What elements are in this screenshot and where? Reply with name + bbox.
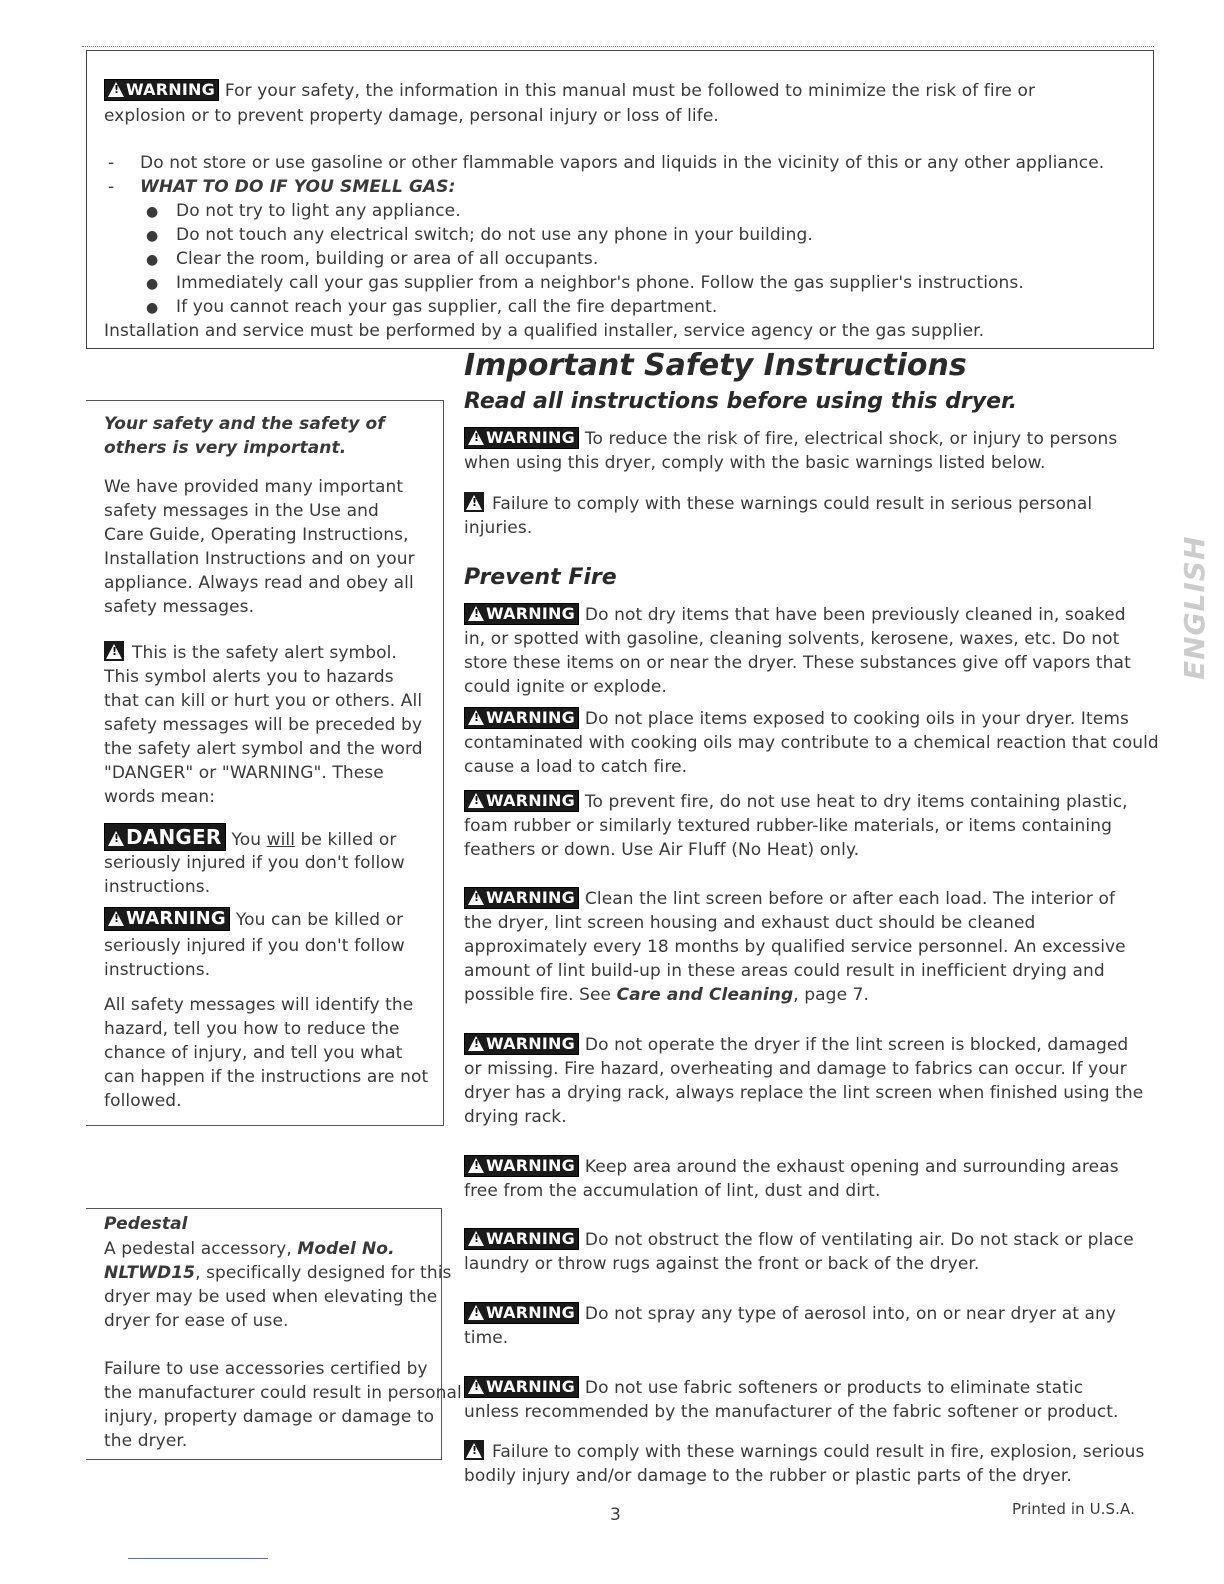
- safety-para: safety messages will be preceded by: [104, 715, 423, 735]
- pedestal-line: dryer may be used when elevating the: [104, 1287, 438, 1307]
- danger-line: !DANGER You will be killed or: [104, 823, 397, 852]
- safety-alert-symbol-icon: [464, 492, 484, 512]
- warning-badge: !WARNING: [464, 427, 579, 449]
- warning-paragraph-line: approximately every 18 months by qualified service personnel. An excessive: [464, 937, 1126, 957]
- warning-paragraph-line: contaminated with cooking oils may contribute to a chemical reaction that could: [464, 733, 1159, 753]
- danger-badge: !DANGER: [104, 823, 226, 851]
- warning-badge: !WARNING: [464, 707, 579, 729]
- safety-para: seriously injured if you don't follow: [104, 853, 405, 873]
- pedestal-line: A pedestal accessory, Model No.: [104, 1239, 395, 1259]
- warning-paragraph-line: dryer has a drying rack, always replace the lint screen when finished using the: [464, 1083, 1144, 1103]
- safety-heading: Your safety and the safety of: [104, 414, 385, 434]
- warning-paragraph-line: feathers or down. Use Air Fluff (No Heat) only.: [464, 840, 860, 860]
- alert-triangle-icon: [468, 890, 484, 905]
- pedestal-line: injury, property damage or damage to: [104, 1407, 435, 1427]
- bullet-icon: ●: [146, 300, 159, 316]
- bullet-icon: ●: [146, 252, 159, 268]
- pedestal-line: the dryer.: [104, 1431, 188, 1451]
- warning-paragraph: !WARNING To reduce the risk of fire, electrical shock, or injury to persons: [464, 427, 1117, 451]
- installation-note: Installation and service must be performed by a qualified installer, service agency or the gas supplier.: [104, 321, 985, 341]
- bullet-icon: ●: [146, 276, 159, 292]
- alert-triangle-icon: [468, 606, 484, 621]
- alert-triangle-icon: [108, 82, 124, 97]
- warning-paragraph-line: possible fire. See Care and Cleaning, page 7.: [464, 985, 870, 1005]
- page-title: Important Safety Instructions: [464, 348, 967, 383]
- bullet-icon: ●: [146, 204, 159, 220]
- warning-paragraph-line: drying rack.: [464, 1107, 567, 1127]
- warning-paragraph-line: when using this dryer, comply with the basic warnings listed below.: [464, 453, 1046, 473]
- page-number: 3: [610, 1505, 621, 1525]
- alert-triangle-icon: [468, 1231, 484, 1246]
- warning-paragraph-line: store these items on or near the dryer. These substances give off vapors that: [464, 653, 1131, 673]
- warning-paragraph-line: laundry or throw rugs against the front or back of the dryer.: [464, 1254, 980, 1274]
- alert-triangle-icon: [468, 793, 484, 808]
- safety-alert-symbol-icon: [104, 641, 124, 661]
- bullet-icon: ●: [146, 228, 159, 244]
- symbol-paragraph-line: bodily injury and/or damage to the rubber or plastic parts of the dryer.: [464, 1466, 1072, 1486]
- warning-paragraph-line: foam rubber or similarly textured rubber-like materials, or items containing: [464, 816, 1112, 836]
- warning-paragraph-line: unless recommended by the manufacturer of the fabric softener or product.: [464, 1402, 1119, 1422]
- warning-paragraph-line: the dryer, lint screen housing and exhaust duct should be cleaned: [464, 913, 1036, 933]
- warning-badge: !WARNING: [464, 1302, 579, 1324]
- top-rule: [82, 46, 1154, 47]
- warning-paragraph-line: amount of lint build-up in these areas could result in inefficient drying and: [464, 961, 1105, 981]
- safety-para: words mean:: [104, 787, 216, 807]
- safety-para: Care Guide, Operating Instructions,: [104, 525, 409, 545]
- dash: -: [108, 177, 115, 197]
- safety-para: This symbol alerts you to hazards: [104, 667, 394, 687]
- printed-in: Printed in U.S.A.: [1012, 1500, 1135, 1518]
- warning-paragraph: !WARNING Do not place items exposed to cooking oils in your dryer. Items: [464, 707, 1129, 731]
- warning-paragraph: !WARNING Do not use fabric softeners or products to eliminate static: [464, 1376, 1083, 1400]
- alert-triangle-icon: [468, 430, 484, 445]
- gas-bullet: Clear the room, building or area of all occupants.: [176, 249, 599, 269]
- safety-para: safety messages.: [104, 597, 255, 617]
- warning-paragraph: !WARNING To prevent fire, do not use heat to dry items containing plastic,: [464, 790, 1128, 814]
- warning-paragraph-line: in, or spotted with gasoline, cleaning solvents, kerosene, waxes, etc. Do not: [464, 629, 1120, 649]
- warning-paragraph-line: free from the accumulation of lint, dust and dirt.: [464, 1181, 881, 1201]
- safety-para: can happen if the instructions are not: [104, 1067, 429, 1087]
- page-subtitle: Read all instructions before using this dryer.: [464, 389, 1018, 414]
- warning-paragraph-line: time.: [464, 1328, 509, 1348]
- safety-para: instructions.: [104, 960, 211, 980]
- alert-triangle-icon: [108, 911, 124, 926]
- alert-triangle-icon: [468, 710, 484, 725]
- prevent-fire-heading: Prevent Fire: [464, 565, 617, 590]
- safety-para: "DANGER" or "WARNING". These: [104, 763, 384, 783]
- alert-triangle-icon: [468, 1379, 484, 1394]
- warning-badge: !WARNING: [104, 907, 230, 931]
- safety-para: instructions.: [104, 877, 211, 897]
- no-gasoline-item: Do not store or use gasoline or other flammable vapors and liquids in the vicinity of this or any other appliance.: [140, 153, 1105, 173]
- symbol-paragraph-line: injuries.: [464, 518, 533, 538]
- safety-para: chance of injury, and tell you what: [104, 1043, 403, 1063]
- intro-line: !WARNING For your safety, the information in this manual must be followed to minimize the risk of fire or: [104, 79, 1035, 103]
- warning-paragraph-line: or missing. Fire hazard, overheating and damage to fabrics can occur. If your: [464, 1059, 1127, 1079]
- pedestal-line: NLTWD15, specifically designed for this: [104, 1263, 452, 1283]
- pedestal-title: Pedestal: [104, 1214, 188, 1234]
- safety-para: appliance. Always read and obey all: [104, 573, 414, 593]
- warning-paragraph: !WARNING Do not spray any type of aerosol into, on or near dryer at any: [464, 1302, 1116, 1326]
- warning-paragraph: !WARNING Do not dry items that have been previously cleaned in, soaked: [464, 603, 1126, 627]
- warning-paragraph: !WARNING Clean the lint screen before or after each load. The interior of: [464, 887, 1115, 911]
- alert-triangle-icon: [468, 1158, 484, 1173]
- warning-line: !WARNING You can be killed or: [104, 907, 403, 932]
- warning-badge: !WARNING: [464, 790, 579, 812]
- warning-paragraph: !WARNING Do not operate the dryer if the lint screen is blocked, damaged: [464, 1033, 1128, 1057]
- safety-para: seriously injured if you don't follow: [104, 936, 405, 956]
- safety-para: followed.: [104, 1091, 182, 1111]
- warning-badge: !WARNING: [464, 1155, 579, 1177]
- safety-para: the safety alert symbol and the word: [104, 739, 423, 759]
- smell-gas-heading: WHAT TO DO IF YOU SMELL GAS:: [140, 177, 456, 197]
- symbol-paragraph: ! Failure to comply with these warnings could result in serious personal: [464, 492, 1092, 516]
- warning-badge: !WARNING: [464, 887, 579, 909]
- safety-para: Installation Instructions and on your: [104, 549, 415, 569]
- gas-bullet: If you cannot reach your gas supplier, call the fire department.: [176, 297, 718, 317]
- safety-para: We have provided many important: [104, 477, 404, 497]
- alert-triangle-icon: [468, 1036, 484, 1051]
- gas-bullet: Do not try to light any appliance.: [176, 201, 461, 221]
- warning-paragraph: !WARNING Keep area around the exhaust opening and surrounding areas: [464, 1155, 1119, 1179]
- gas-bullet: Immediately call your gas supplier from a neighbor's phone. Follow the gas supplier's instructions.: [176, 273, 1024, 293]
- safety-para: hazard, tell you how to reduce the: [104, 1019, 400, 1039]
- alert-triangle-icon: [468, 1305, 484, 1320]
- warning-paragraph: !WARNING Do not obstruct the flow of ventilating air. Do not stack or place: [464, 1228, 1134, 1252]
- pedestal-line: dryer for ease of use.: [104, 1311, 289, 1331]
- alert-triangle-icon: [108, 831, 124, 846]
- safety-para: safety messages in the Use and: [104, 501, 379, 521]
- warning-badge: !WARNING: [104, 79, 219, 101]
- safety-para: All safety messages will identify the: [104, 995, 414, 1015]
- warning-paragraph-line: cause a load to catch fire.: [464, 757, 688, 777]
- language-side-tab: ENGLISH: [1178, 535, 1211, 680]
- warning-badge: !WARNING: [464, 1228, 579, 1250]
- warning-badge: !WARNING: [464, 1376, 579, 1398]
- bottom-link-line: [128, 1558, 268, 1559]
- warning-badge: !WARNING: [464, 1033, 579, 1055]
- safety-heading: others is very important.: [104, 438, 347, 458]
- warning-badge: !WARNING: [464, 603, 579, 625]
- symbol-paragraph: ! Failure to comply with these warnings could result in fire, explosion, serious: [464, 1440, 1145, 1464]
- dash: -: [108, 153, 115, 173]
- gas-bullet: Do not touch any electrical switch; do not use any phone in your building.: [176, 225, 813, 245]
- pedestal-line: Failure to use accessories certified by: [104, 1359, 428, 1379]
- intro-line-2: explosion or to prevent property damage, personal injury or loss of life.: [104, 106, 719, 126]
- safety-alert-symbol-icon: [464, 1440, 484, 1460]
- safety-para: that can kill or hurt you or others. All: [104, 691, 423, 711]
- pedestal-line: the manufacturer could result in personal: [104, 1383, 462, 1403]
- warning-paragraph-line: could ignite or explode.: [464, 677, 667, 697]
- alert-symbol-line: ! This is the safety alert symbol.: [104, 641, 397, 665]
